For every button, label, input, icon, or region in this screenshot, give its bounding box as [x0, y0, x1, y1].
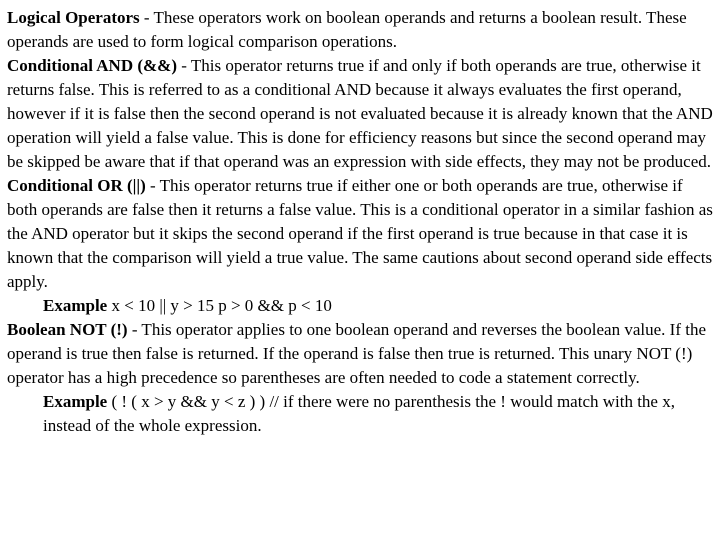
- boolean-not-text: - This operator applies to one boolean operand and reverses the boolean value. If the operand is true then false is returned. If the operand is false then true is returned. This unary NOT (!) operator has a high precedence so parentheses are often needed to code a statement correctly.: [7, 320, 707, 387]
- example-label: Example: [43, 392, 108, 411]
- logical-operators-paragraph: [7, 6, 714, 54]
- logical-operators-term: Logical Operators: [7, 8, 140, 27]
- logical-operators-text: - These operators work on boolean operands and returns a boolean result. These operands are used to form logical comparison operations.: [7, 8, 687, 51]
- conditional-and-text: - This operator returns true if and only if both operands are true, otherwise it returns false. This is referred to as a conditional AND because it always evaluates the first operand, however if it is false then the second operand is not evaluated because it is already known that the AND operation will yield a false value. This is done for efficiency reasons but since the second operand may be skipped be aware that if that operand was an expression with side effects, they may not be produced.: [7, 56, 713, 171]
- conditional-or-term: Conditional OR (||): [7, 176, 146, 195]
- boolean-not-example: [7, 390, 714, 438]
- example-code: x < 10 || y > 15 p > 0 && p < 10: [107, 296, 332, 315]
- conditional-or-text: - This operator returns true if either one or both operands are true, otherwise if both operands are false then it returns a false value. This is a conditional operator in a similar fashion as the AND operator but it skips the second operand if the first operand is true because in that case it is known that the comparison will yield a true value. The same cautions about second operand side effects apply.: [7, 176, 713, 291]
- boolean-not-paragraph: [7, 318, 714, 390]
- conditional-and-term: Conditional AND (&&): [7, 56, 178, 75]
- boolean-not-term: Boolean NOT (!): [7, 320, 128, 339]
- example-code: ( ! ( x > y && y < z ) ) // if there were no parenthesis the ! would match with the x, instead of the whole expression.: [43, 392, 675, 435]
- conditional-and-paragraph: [7, 54, 714, 174]
- example-label: Example: [43, 296, 108, 315]
- conditional-or-example: [7, 294, 714, 318]
- conditional-or-paragraph: [7, 174, 714, 294]
